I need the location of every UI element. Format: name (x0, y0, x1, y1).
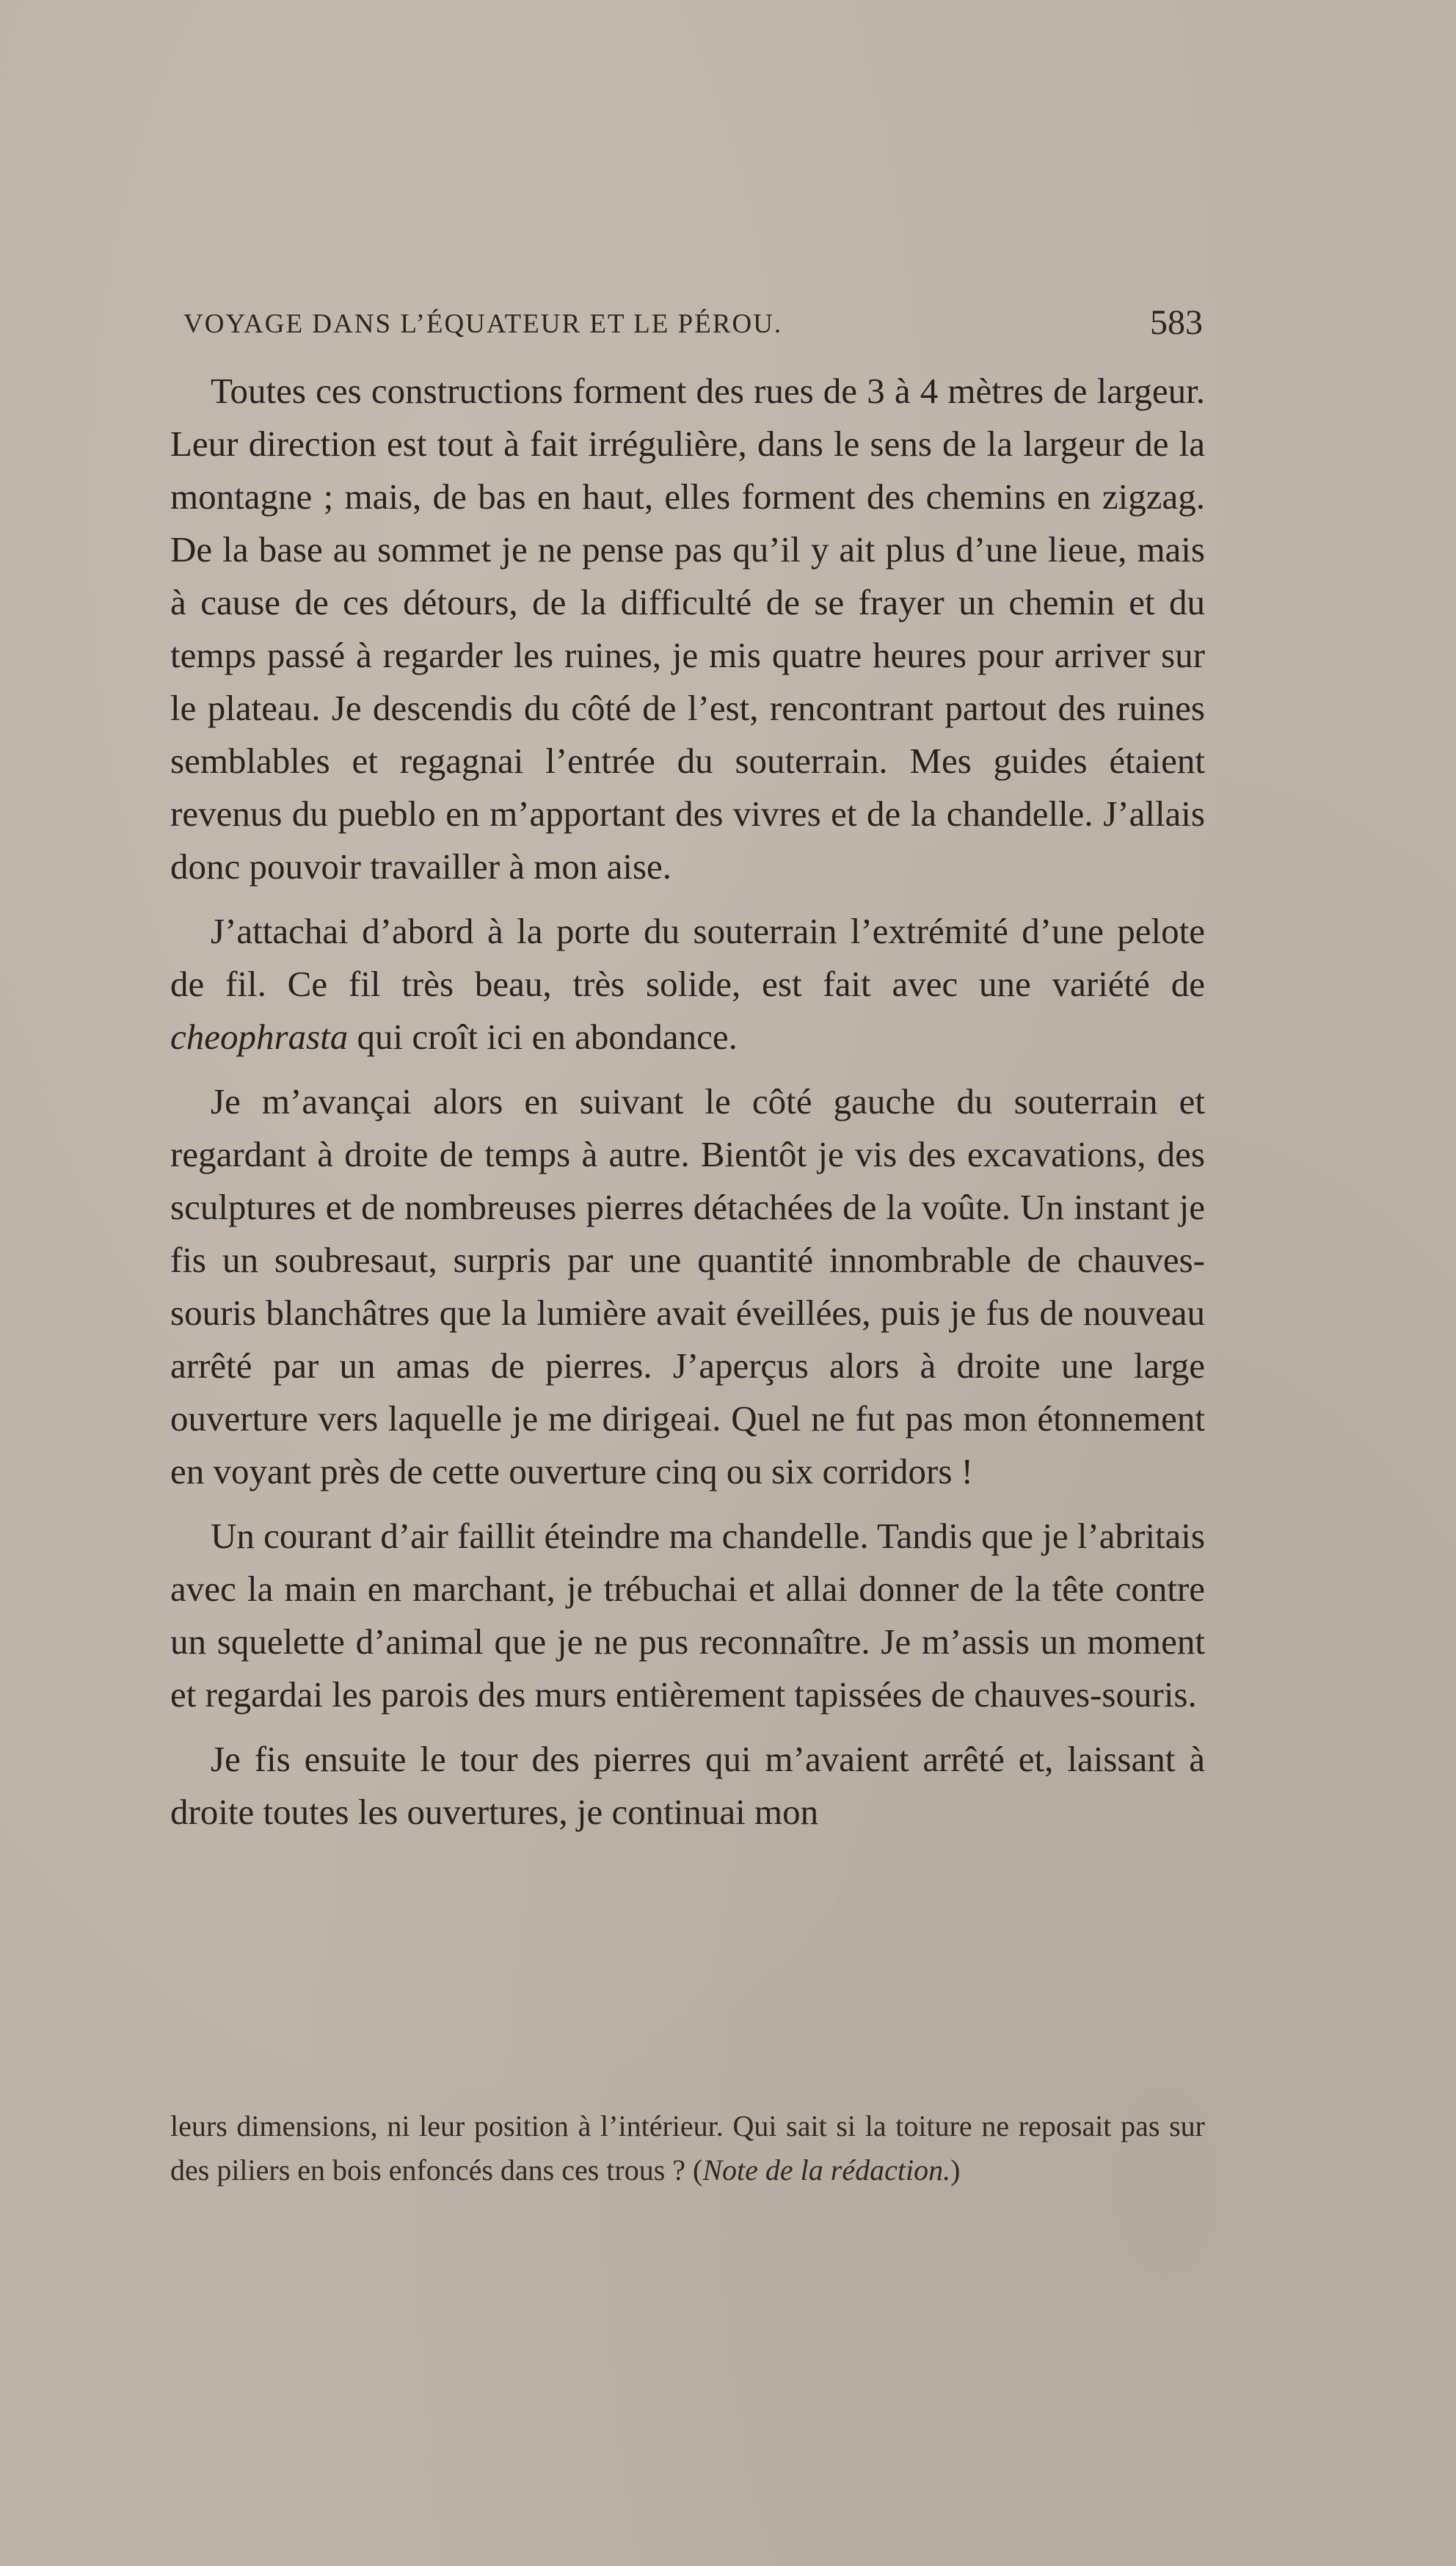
footnote-text-before: leurs dimensions, ni leur position à l’intérieur. Qui sait si la toiture ne reposait pas sur des piliers en bois enfoncés dans ces trous ? ( (170, 2109, 1205, 2187)
paragraph-2-text-after: qui croît ici en abondance. (348, 1017, 738, 1057)
running-title: VOYAGE DANS L’ÉQUATEUR ET LE PÉROU. (183, 309, 783, 339)
species-name: cheophrasta (170, 1017, 349, 1057)
editorial-note: Note de la rédaction. (702, 2154, 951, 2187)
footnote-text-after: ) (950, 2154, 961, 2187)
page-number: 583 (1150, 303, 1203, 342)
paragraph-2-text-before: J’attachai d’abord à la porte du souterrain l’extrémité d’une pelote de fil. Ce fil très beau, très solide, est fait avec une variété de (170, 911, 1205, 1004)
footnote-paragraph (170, 2104, 1205, 2192)
paragraph-1: Toutes ces constructions forment des rues de 3 à 4 mètres de largeur. Leur direction est tout à fait irrégulière, dans le sens de la largeur de la montagne ; mais, de bas en haut, elles forment des chemins en zigzag. De la base au sommet je ne pense pas qu’il y ait plus d’une lieue, mais à cause de ces détours, de la difficulté de se frayer un chemin et du temps passé à regarder les ruines, je mis quatre heures pour arriver sur le plateau. Je descendis du côté de l’est, rencontrant partout des ruines semblables et regagnai l’entrée du souterrain. Mes guides étaient revenus du pueblo en m’apportant des vivres et de la chandelle. J’allais donc pouvoir travailler à mon aise. (170, 371, 1205, 887)
paragraph-4: Un courant d’air faillit éteindre ma chandelle. Tandis que je l’abritais avec la main en marchant, je trébuchai et allai donner de la tête contre un squelette d’animal que je ne pus reconnaître. Je m’assis un moment et regardai les parois des murs entièrement tapissées de chauves-souris. (170, 1516, 1205, 1715)
paragraph-2 (170, 905, 1205, 1064)
paragraph-5: Je fis ensuite le tour des pierres qui m’avaient arrêté et, laissant à droite toutes les ouvertures, je continuai mon (170, 1739, 1205, 1832)
main-text (170, 365, 1205, 1850)
paragraph-3: Je m’avançai alors en suivant le côté gauche du souterrain et regardant à droite de temps à autre. Bientôt je vis des excavations, des sculptures et de nombreuses pierres détachées de la voûte. Un instant je fis un soubresaut, surpris par une quantité innombrable de chauves-souris blanchâtres que la lumière avait éveillées, puis je fus de nouveau arrêté par un amas de pierres. J’aperçus alors à droite une large ouverture vers laquelle je me dirigeai. Quel ne fut pas mon étonnement en voyant près de cette ouverture cinq ou six corridors ! (170, 1081, 1205, 1491)
footnote (170, 2104, 1205, 2192)
